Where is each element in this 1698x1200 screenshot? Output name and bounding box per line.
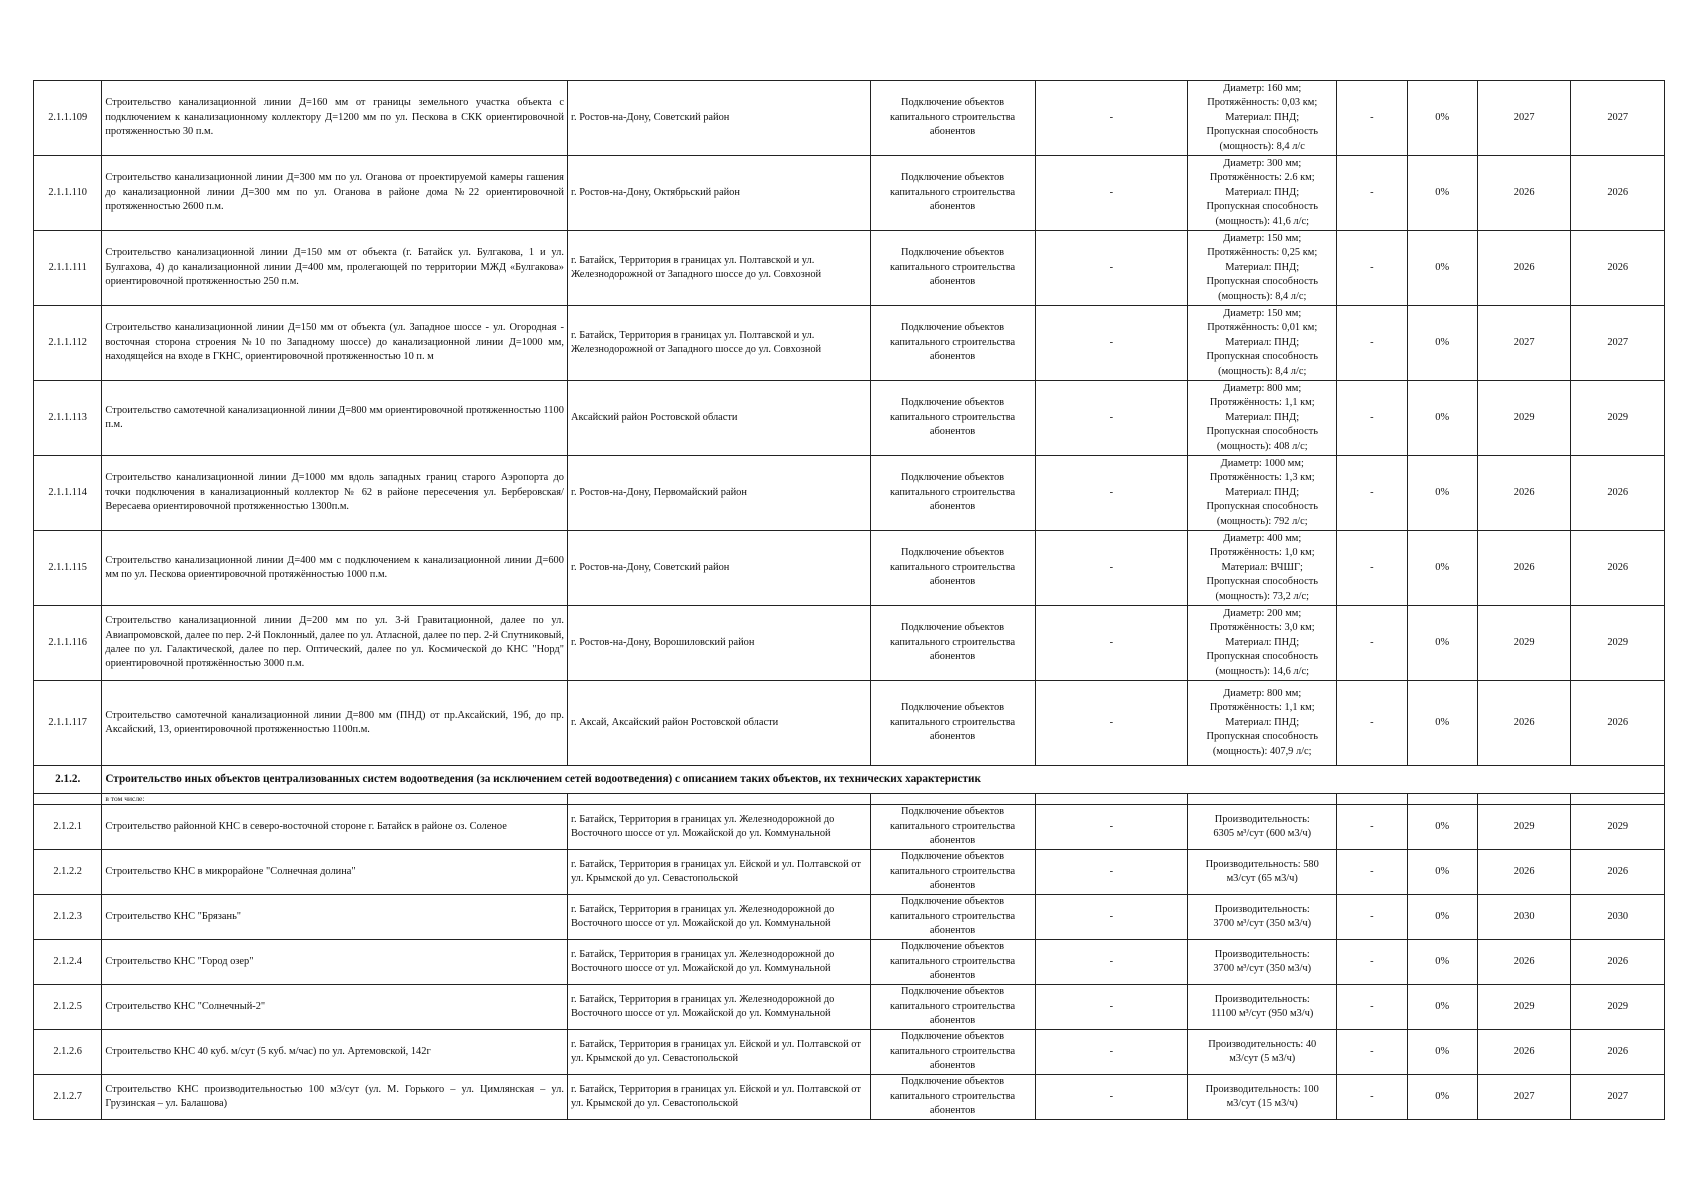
table-row (34, 1075, 1665, 1120)
spec-line: 11100 м³/сут (950 м3/ч) (1211, 1008, 1314, 1019)
row-description: Строительство КНС "Город озер" (102, 940, 568, 985)
spec-line: Протяжённость: 1,1 км; (1209, 397, 1315, 409)
spec-line: Материал: ПНД; (1225, 636, 1300, 648)
row-percent: 0% (1407, 531, 1477, 606)
row-description: Строительство КНС в микрорайоне "Солнечная долина" (102, 850, 568, 895)
spec-line: Пропускная способность (1206, 426, 1318, 438)
row-location: Аксайский район Ростовской области (567, 381, 870, 456)
row-specs (1188, 850, 1337, 895)
spec-line: (мощность): 8,4 л/с; (1218, 365, 1307, 377)
row-dash-2: - (1337, 606, 1407, 681)
row-location: г. Ростов-на-Дону, Октябрьский район (567, 156, 870, 231)
spec-line: Производительность: (1214, 813, 1310, 825)
row-location: г. Батайск, Территория в границах ул. Железнодорожной до Восточного шоссе от ул. Можайской до ул. Коммунальной (567, 805, 870, 850)
row-specs (1188, 1075, 1337, 1120)
row-location: г. Батайск, Территория в границах ул. Ейской и ул. Полтавской от ул. Крымской до ул. Севастопольской (567, 1075, 870, 1120)
spec-line: Диаметр: 160 мм; (1223, 83, 1302, 95)
row-dash-2: - (1337, 1030, 1407, 1075)
row-percent: 0% (1407, 681, 1477, 766)
row-description: Строительство КНС 40 куб. м/сут (5 куб. м/час) по ул. Артемовской, 142г (102, 1030, 568, 1075)
row-year-end: 2026 (1571, 156, 1665, 231)
row-purpose: Подключение объектов капитального строительства абонентов (870, 531, 1035, 606)
spec-line: (мощность): 8,4 л/с; (1218, 290, 1307, 302)
row-dash-2: - (1337, 231, 1407, 306)
row-description: Строительство районной КНС в северо-восточной стороне г. Батайск в районе оз. Соленое (102, 805, 568, 850)
spec-line: Протяжённость: 1,3 км; (1209, 472, 1315, 484)
spec-line: Протяжённость: 3,0 км; (1209, 622, 1315, 634)
row-location: г. Ростов-на-Дону, Ворошиловский район (567, 606, 870, 681)
row-specs (1188, 531, 1337, 606)
row-specs (1188, 231, 1337, 306)
row-purpose: Подключение объектов капитального строительства абонентов (870, 805, 1035, 850)
section-note: в том числе: (102, 794, 568, 805)
row-percent: 0% (1407, 156, 1477, 231)
spec-line: Протяжённость: 0,25 км; (1207, 247, 1318, 259)
row-specs (1188, 1030, 1337, 1075)
row-year-start: 2030 (1477, 895, 1571, 940)
row-dash-1: - (1035, 985, 1188, 1030)
spec-line: (мощность): 14,6 л/с; (1215, 665, 1309, 677)
row-location: г. Батайск, Территория в границах ул. Железнодорожной до Восточного шоссе от ул. Можайской до ул. Коммунальной (567, 940, 870, 985)
spec-line: Производительность: 100 (1205, 1083, 1319, 1095)
row-location: г. Ростов-на-Дону, Первомайский район (567, 456, 870, 531)
spec-line: Диаметр: 150 мм; (1223, 233, 1302, 245)
row-specs (1188, 895, 1337, 940)
row-percent: 0% (1407, 940, 1477, 985)
row-dash-1: - (1035, 850, 1188, 895)
table-row (34, 850, 1665, 895)
row-year-start: 2029 (1477, 985, 1571, 1030)
spec-line: м3/сут (65 м3/ч) (1226, 873, 1298, 884)
spec-line: Пропускная способность (1206, 501, 1318, 513)
spec-line: м3/сут (15 м3/ч) (1226, 1098, 1298, 1109)
spec-line: Протяжённость: 0,01 км; (1207, 322, 1318, 334)
row-description: Строительство канализационной линии Д=300 мм по ул. Оганова от проектируемой камеры гашения до канализационной линии Д=300 мм по ул. Оганова в районе дома №22 ориентировочной протяженностью 2600 п.м. (102, 156, 568, 231)
row-number: 2.1.2.1 (34, 805, 102, 850)
spec-line: 3700 м³/сут (350 м3/ч) (1213, 918, 1312, 929)
row-location: г. Батайск, Территория в границах ул. Железнодорожной до Восточного шоссе от ул. Можайской до ул. Коммунальной (567, 985, 870, 1030)
row-percent: 0% (1407, 1030, 1477, 1075)
row-dash-2: - (1337, 940, 1407, 985)
spec-line: Пропускная способность (1206, 576, 1318, 588)
row-location: г. Батайск, Территория в границах ул. Полтавской и ул. Железнодорожной от Западного шоссе до ул. Совхозной (567, 231, 870, 306)
row-purpose: Подключение объектов капитального строительства абонентов (870, 1030, 1035, 1075)
spec-line: Протяжённость: 1,1 км; (1209, 702, 1315, 714)
spec-line: (мощность): 8,4 л/с (1219, 140, 1305, 152)
row-location: г. Ростов-на-Дону, Советский район (567, 81, 870, 156)
table-row (34, 606, 1665, 681)
row-dash-1: - (1035, 1075, 1188, 1120)
row-year-start: 2026 (1477, 850, 1571, 895)
spec-line: Материал: ПНД; (1225, 111, 1300, 123)
spec-line: (мощность): 408 л/с; (1216, 440, 1308, 452)
row-year-start: 2026 (1477, 940, 1571, 985)
spec-line: Диаметр: 400 мм; (1223, 533, 1302, 545)
spec-line: Пропускная способность (1206, 651, 1318, 663)
row-number: 2.1.2.5 (34, 985, 102, 1030)
row-description: Строительство канализационной линии Д=200 мм по ул. 3-й Гравитационной, далее по ул. Авиапромовской, далее по пер. 2-й Поклонный, далее по ул. Атласной, далее по пер. 2-й Спутниковый, далее по ул. Галактической, далее по пер. Оптический, далее по ул. Космической до КНС "Норд" ориентировочной протяжённостью 3000 п.м. (102, 606, 568, 681)
spec-line: Пропускная способность (1206, 126, 1318, 138)
row-year-end: 2026 (1571, 1030, 1665, 1075)
row-purpose: Подключение объектов капитального строительства абонентов (870, 895, 1035, 940)
row-dash-2: - (1337, 381, 1407, 456)
row-specs (1188, 985, 1337, 1030)
row-percent: 0% (1407, 895, 1477, 940)
row-year-end: 2027 (1571, 1075, 1665, 1120)
row-dash-2: - (1337, 895, 1407, 940)
table-row (34, 940, 1665, 985)
row-location: г. Аксай, Аксайский район Ростовской области (567, 681, 870, 766)
row-purpose: Подключение объектов капитального строительства абонентов (870, 606, 1035, 681)
spec-line: Материал: ВЧШГ; (1221, 561, 1303, 573)
row-dash-1: - (1035, 1030, 1188, 1075)
table-row (34, 1030, 1665, 1075)
row-dash-1: - (1035, 456, 1188, 531)
section-title: Строительство иных объектов централизованных систем водоотведения (за исключением сетей водоотведения) с описанием таких объектов, их технических характеристик (102, 766, 1665, 794)
row-number: 2.1.1.117 (34, 681, 102, 766)
row-dash-2: - (1337, 306, 1407, 381)
table-row (34, 81, 1665, 156)
row-dash-2: - (1337, 81, 1407, 156)
row-dash-2: - (1337, 531, 1407, 606)
row-year-start: 2027 (1477, 81, 1571, 156)
row-number: 2.1.1.115 (34, 531, 102, 606)
spec-line: Материал: ПНД; (1225, 486, 1300, 498)
row-year-end: 2026 (1571, 456, 1665, 531)
spec-line: Производительность: (1214, 948, 1310, 960)
row-year-start: 2029 (1477, 805, 1571, 850)
row-year-start: 2026 (1477, 1030, 1571, 1075)
spec-line: Производительность: 40 (1208, 1038, 1317, 1050)
spec-line: Материал: ПНД; (1225, 716, 1300, 728)
row-description: Строительство самотечной канализационной линии Д=800 мм (ПНД) от пр.Аксайский, 19б, до пр. Аксайский, 13, ориентировочной протяженностью 1100п.м. (102, 681, 568, 766)
row-number: 2.1.2.6 (34, 1030, 102, 1075)
row-number: 2.1.2.3 (34, 895, 102, 940)
row-year-end: 2030 (1571, 895, 1665, 940)
row-description: Строительство канализационной линии Д=150 мм от объекта (г. Батайск ул. Булгакова, 1 и ул. Булгахова, 4) до канализационной линии Д=400 мм, пролегающей по территории МЖД «Булгакова» ориентировочной протяженностью 250 п.м. (102, 231, 568, 306)
row-dash-1: - (1035, 681, 1188, 766)
table-row (34, 985, 1665, 1030)
row-purpose: Подключение объектов капитального строительства абонентов (870, 1075, 1035, 1120)
row-number: 2.1.1.113 (34, 381, 102, 456)
row-year-start: 2026 (1477, 531, 1571, 606)
spec-line: (мощность): 41,6 л/с; (1215, 215, 1309, 227)
row-number: 2.1.1.116 (34, 606, 102, 681)
table-row (34, 306, 1665, 381)
row-percent: 0% (1407, 456, 1477, 531)
row-year-end: 2027 (1571, 81, 1665, 156)
row-dash-2: - (1337, 456, 1407, 531)
spec-line: Пропускная способность (1206, 731, 1318, 743)
spec-line: Производительность: (1214, 903, 1310, 915)
row-year-end: 2026 (1571, 940, 1665, 985)
row-year-end: 2026 (1571, 531, 1665, 606)
table-row (34, 531, 1665, 606)
row-purpose: Подключение объектов капитального строительства абонентов (870, 940, 1035, 985)
row-year-start: 2027 (1477, 1075, 1571, 1120)
row-year-end: 2029 (1571, 606, 1665, 681)
row-year-end: 2027 (1571, 306, 1665, 381)
row-dash-1: - (1035, 940, 1188, 985)
row-specs (1188, 381, 1337, 456)
row-purpose: Подключение объектов капитального строительства абонентов (870, 681, 1035, 766)
spec-line: Материал: ПНД; (1225, 261, 1300, 273)
row-year-start: 2026 (1477, 231, 1571, 306)
row-year-end: 2029 (1571, 381, 1665, 456)
table-row (34, 895, 1665, 940)
spec-line: Диаметр: 200 мм; (1223, 608, 1302, 620)
row-dash-1: - (1035, 381, 1188, 456)
row-specs (1188, 156, 1337, 231)
row-dash-1: - (1035, 606, 1188, 681)
table-row (34, 231, 1665, 306)
section-number: 2.1.2. (34, 766, 102, 794)
row-number: 2.1.2.2 (34, 850, 102, 895)
row-description: Строительство канализационной линии Д=150 мм от объекта (ул. Западное шоссе - ул. Огородная - восточная сторона строения №10 по Западному шоссе) до канализационной линии Д=1000 мм, находящейся на входе в ГКНС, ориентировочной протяженностью 10 п. м (102, 306, 568, 381)
row-percent: 0% (1407, 805, 1477, 850)
row-specs (1188, 606, 1337, 681)
table-row (34, 456, 1665, 531)
spec-line: Производительность: 580 (1205, 858, 1319, 870)
spec-line: (мощность): 73,2 л/с; (1215, 590, 1309, 602)
row-description: Строительство канализационной линии Д=160 мм от границы земельного участка объекта с подключением к канализационному коллектору Д=1200 мм по ул. Пескова в СКК ориентировочной протяженностью 30 п.м. (102, 81, 568, 156)
row-description: Строительство КНС производительностью 100 м3/сут (ул. М. Горького – ул. Цимлянская – ул. Грузинская – ул. Балашова) (102, 1075, 568, 1120)
row-purpose: Подключение объектов капитального строительства абонентов (870, 81, 1035, 156)
row-year-start: 2026 (1477, 456, 1571, 531)
row-year-end: 2026 (1571, 850, 1665, 895)
row-percent: 0% (1407, 231, 1477, 306)
row-year-start: 2026 (1477, 681, 1571, 766)
row-purpose: Подключение объектов капитального строительства абонентов (870, 306, 1035, 381)
row-specs (1188, 940, 1337, 985)
row-percent: 0% (1407, 381, 1477, 456)
row-dash-1: - (1035, 306, 1188, 381)
row-percent: 0% (1407, 850, 1477, 895)
row-purpose: Подключение объектов капитального строительства абонентов (870, 850, 1035, 895)
row-year-end: 2029 (1571, 805, 1665, 850)
spec-line: м3/сут (5 м3/ч) (1229, 1053, 1296, 1064)
row-dash-2: - (1337, 850, 1407, 895)
row-description: Строительство канализационной линии Д=1000 мм вдоль западных границ старого Аэропорта до точки подключения в канализационный коллектор № 62 в районе пересечения ул. Берберовская/Вересаева ориентировочной протяженностью 1300п.м. (102, 456, 568, 531)
spec-line: Протяжённость: 2.6 км; (1209, 172, 1315, 184)
row-year-start: 2027 (1477, 306, 1571, 381)
table-row (34, 156, 1665, 231)
row-dash-2: - (1337, 985, 1407, 1030)
row-specs (1188, 81, 1337, 156)
spec-line: Протяжённость: 1,0 км; (1209, 547, 1315, 559)
row-number: 2.1.1.112 (34, 306, 102, 381)
row-number: 2.1.1.110 (34, 156, 102, 231)
spec-line: Пропускная способность (1206, 201, 1318, 213)
row-location: г. Батайск, Территория в границах ул. Ейской и ул. Полтавской от ул. Крымской до ул. Севастопольской (567, 1030, 870, 1075)
row-dash-1: - (1035, 805, 1188, 850)
row-dash-1: - (1035, 531, 1188, 606)
investment-program-table (33, 80, 1665, 1120)
row-purpose: Подключение объектов капитального строительства абонентов (870, 381, 1035, 456)
section-header-row (34, 766, 1665, 794)
row-specs (1188, 805, 1337, 850)
row-number: 2.1.1.109 (34, 81, 102, 156)
row-location: г. Батайск, Территория в границах ул. Ейской и ул. Полтавской от ул. Крымской до ул. Севастопольской (567, 850, 870, 895)
spec-line: Диаметр: 1000 мм; (1220, 458, 1304, 470)
row-percent: 0% (1407, 606, 1477, 681)
row-dash-2: - (1337, 156, 1407, 231)
row-specs (1188, 456, 1337, 531)
spec-line: Пропускная способность (1206, 351, 1318, 363)
row-number: 2.1.1.111 (34, 231, 102, 306)
row-year-start: 2029 (1477, 381, 1571, 456)
row-location: г. Батайск, Территория в границах ул. Полтавской и ул. Железнодорожной от Западного шоссе до ул. Совхозной (567, 306, 870, 381)
row-description: Строительство самотечной канализационной линии Д=800 мм ориентировочной протяженностью 1100 п.м. (102, 381, 568, 456)
row-percent: 0% (1407, 81, 1477, 156)
row-year-start: 2026 (1477, 156, 1571, 231)
table-row (34, 805, 1665, 850)
spec-line: Диаметр: 800 мм; (1223, 688, 1302, 700)
spec-line: Материал: ПНД; (1225, 186, 1300, 198)
row-dash-2: - (1337, 681, 1407, 766)
row-purpose: Подключение объектов капитального строительства абонентов (870, 156, 1035, 231)
row-year-start: 2029 (1477, 606, 1571, 681)
spec-line: (мощность): 407,9 л/с; (1212, 745, 1312, 757)
row-number: 2.1.1.114 (34, 456, 102, 531)
section-note-row (34, 794, 1665, 805)
row-dash-1: - (1035, 895, 1188, 940)
row-dash-2: - (1337, 805, 1407, 850)
row-percent: 0% (1407, 985, 1477, 1030)
spec-line: Диаметр: 300 мм; (1223, 158, 1302, 170)
row-year-end: 2026 (1571, 231, 1665, 306)
spec-line: Пропускная способность (1206, 276, 1318, 288)
row-description: Строительство КНС "Солнечный-2" (102, 985, 568, 1030)
row-purpose: Подключение объектов капитального строительства абонентов (870, 456, 1035, 531)
row-percent: 0% (1407, 1075, 1477, 1120)
table-row (34, 681, 1665, 766)
row-percent: 0% (1407, 306, 1477, 381)
row-dash-1: - (1035, 156, 1188, 231)
row-description: Строительство канализационной линии Д=400 мм с подключением к канализационной линии Д=600 мм по ул. Пескова ориентировочной протяжённостью 1000 п.м. (102, 531, 568, 606)
row-description: Строительство КНС "Брязань" (102, 895, 568, 940)
row-specs (1188, 681, 1337, 766)
table-row (34, 381, 1665, 456)
spec-line: 3700 м³/сут (350 м3/ч) (1213, 963, 1312, 974)
row-dash-2: - (1337, 1075, 1407, 1120)
row-dash-1: - (1035, 231, 1188, 306)
row-purpose: Подключение объектов капитального строительства абонентов (870, 985, 1035, 1030)
row-location: г. Ростов-на-Дону, Советский район (567, 531, 870, 606)
spec-line: (мощность): 792 л/с; (1216, 515, 1308, 527)
row-specs (1188, 306, 1337, 381)
row-purpose: Подключение объектов капитального строительства абонентов (870, 231, 1035, 306)
spec-line: Материал: ПНД; (1225, 411, 1300, 423)
spec-line: Протяжённость: 0,03 км; (1207, 97, 1318, 109)
row-year-end: 2029 (1571, 985, 1665, 1030)
spec-line: Производительность: (1214, 993, 1310, 1005)
spec-line: 6305 м³/сут (600 м3/ч) (1213, 828, 1312, 839)
row-dash-1: - (1035, 81, 1188, 156)
row-number: 2.1.2.4 (34, 940, 102, 985)
spec-line: Диаметр: 150 мм; (1223, 308, 1302, 320)
row-number: 2.1.2.7 (34, 1075, 102, 1120)
row-location: г. Батайск, Территория в границах ул. Железнодорожной до Восточного шоссе от ул. Можайской до ул. Коммунальной (567, 895, 870, 940)
spec-line: Материал: ПНД; (1225, 336, 1300, 348)
row-year-end: 2026 (1571, 681, 1665, 766)
spec-line: Диаметр: 800 мм; (1223, 383, 1302, 395)
